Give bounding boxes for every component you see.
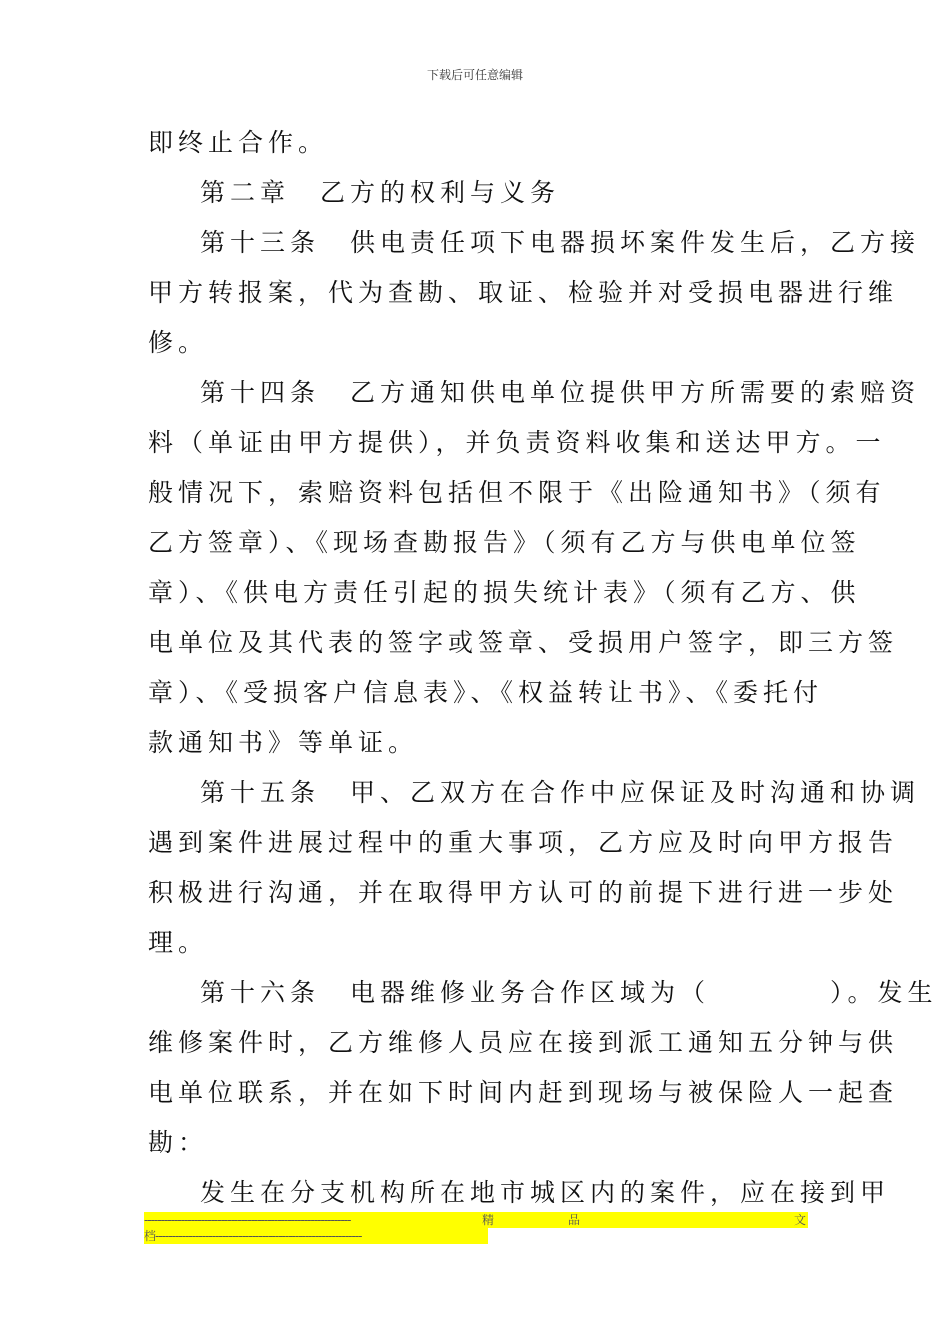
document-body: [148, 118, 938, 1218]
page-header-note: 下载后可任意编辑: [426, 68, 523, 82]
text-line: 乙方签章）、《现场查勘报告》（须有乙方与供电单位签: [148, 528, 861, 557]
text-line: 甲方转报案，代为查勘、取证、检验并对受损电器进行维: [148, 278, 899, 307]
footer-row: [144, 1212, 808, 1228]
text-line: 第十四条 乙方通知供电单位提供甲方所需要的索赔资: [200, 378, 921, 407]
text-line: 即终止合作。: [148, 128, 329, 157]
footer-word: 精: [482, 1213, 495, 1227]
text-line: 般情况下，索赔资料包括但不限于《出险通知书》（须有: [148, 478, 886, 507]
text-line: 电单位及其代表的签字或签章、受损用户签字，即三方签: [148, 628, 899, 657]
text-line: 维修案件时，乙方维修人员应在接到派工通知五分钟与供: [148, 1028, 899, 1057]
text-line: 第十六条 电器维修业务合作区域为（ ）。发生: [200, 978, 938, 1007]
text-line: 勘：: [148, 1128, 209, 1157]
text-line: 理。: [148, 928, 209, 957]
footer-word: 文: [793, 1213, 806, 1227]
text-line: 章）、《受损客户信息表》、《权益转让书》、《委托付: [148, 678, 824, 707]
text-line: 第十五条 甲、乙双方在合作中应保证及时沟通和协调: [200, 778, 921, 807]
footer-row: 档--------------------------------------------------------------: [144, 1228, 488, 1244]
text-line: 修。: [148, 328, 209, 357]
text-line: 款通知书》等单证。: [148, 728, 419, 757]
chapter-heading: 第二章 乙方的权利与义务: [200, 178, 561, 207]
text-line: 积极进行沟通，并在取得甲方认可的前提下进行进一步处: [148, 878, 899, 907]
text-line: 遇到案件进展过程中的重大事项，乙方应及时向甲方报告: [148, 828, 899, 857]
text-line: 电单位联系，并在如下时间内赶到现场与被保险人一起查: [148, 1078, 899, 1107]
text-line: 第十三条 供电责任项下电器损坏案件发生后，乙方接: [200, 228, 921, 257]
text-line: 发生在分支机构所在地市城区内的案件，应在接到甲: [200, 1178, 891, 1207]
footer-watermark: [144, 1212, 808, 1244]
text-line: 章）、《供电方责任引起的损失统计表》（须有乙方、供: [148, 578, 861, 607]
footer-word: 品: [568, 1213, 581, 1227]
text-line: 料（单证由甲方提供），并负责资料收集和送达甲方。一: [148, 428, 886, 457]
footer-dashes: --------------------------------------------------------------: [144, 1213, 351, 1227]
